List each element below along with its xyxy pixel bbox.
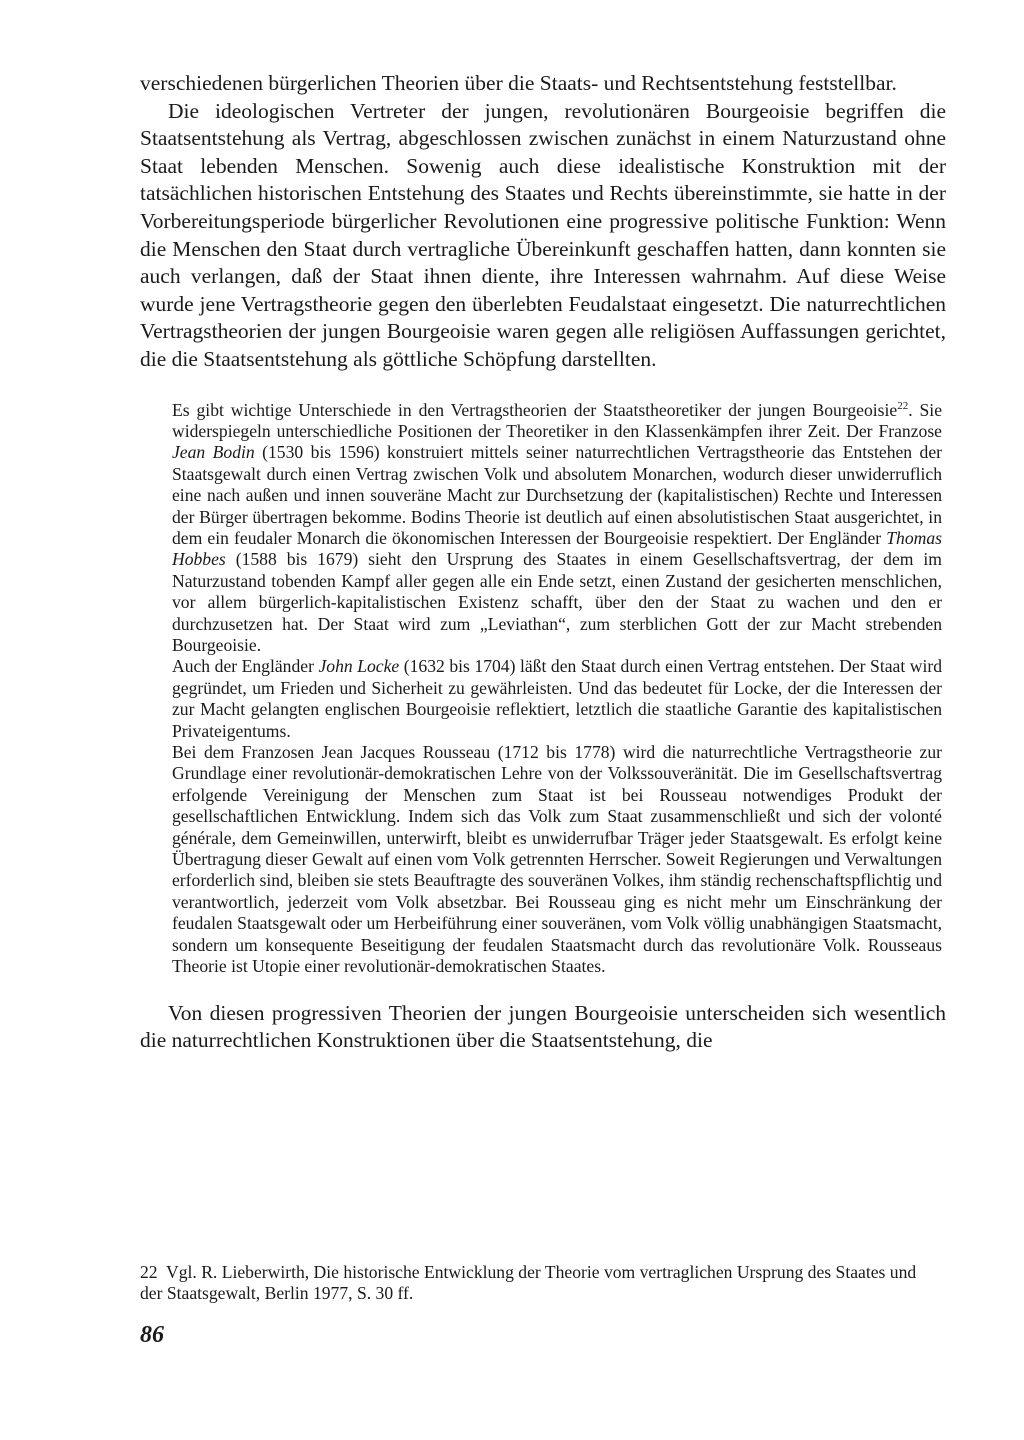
page-body — [140, 70, 946, 1055]
footnote-text: Vgl. R. Lieberwirth, Die historische Entwicklung der Theorie vom vertraglichen Ursprung des Staates und der Staatsgewalt, Berlin 1977, S. 30 ff. — [140, 1262, 917, 1304]
name-locke: John Locke — [318, 656, 400, 677]
paragraph-contract-theory: Die ideologischen Vertreter der jungen, revolutionären Bourgeoisie begriffen die Staatsentstehung als Vertrag, abgeschlossen zwischen zunächst in einem Naturzustand ohne Staat lebenden Menschen. Sowenig auch diese idealistische Konstruktion mit der tatsächlichen historischen Entstehung des Staates und Rechts übereinstimmte, sie hatte in der Vorbereitungsperiode bürgerlicher Revolutionen eine progressive politische Funktion: Wenn die Menschen den Staat durch vertragliche Übereinkunft geschaffen hatten, dann konnten sie auch verlangen, daß der Staat ihnen diente, ihre Interessen wahrnahm. Auf diese Weise wurde jene Vertragstheorie gegen den überlebten Feudalstaat eingesetzt. Die naturrechtlichen Vertragstheorien der jungen Bourgeoisie waren gegen alle religiösen Auffassungen gerichtet, die die Staatsentstehung als göttliche Schöpfung darstellten. — [140, 98, 946, 371]
excursus-bodin-hobbes: Es gibt wichtige Unterschiede in den Vertragstheorien der Staatstheoretiker der jungen Bourgeoisie$^{22}$. Sie widerspiegeln unterschiedliche Positionen der Theoretiker in den Klassenkämpfen ihrer Zeit. Der Franzose Jean Bodin (1530 bis 1596) konstruiert mittels seiner naturrechtlichen Vertragstheorie das Entstehen der Staatsgewalt durch einen Vertrag zwischen Volk und absolutem Monarchen, wodurch dieser unwiderruflich eine nach außen und innen souveräne Macht zur Durchsetzung der (kapitalistischen) Rechte und Interessen der Bürger übertragen bekomme. Bodins Theorie ist deutlich auf einen absolutistischen Staat ausgerichtet, in dem ein feudaler Monarch die ökonomischen Interessen der Bourgeoisie respektiert. Der Engländer Thomas Hobbes (1588 bis 1679) sieht den Ursprung des Staates in einem Gesellschaftsvertrag, der dem im Naturzustand tobenden Kampf aller gegen alle ein Ende setzt, einen Zustand der gesicherten menschlichen, vor allem bürgerlich-kapitalistischen Existenz schafft, über den der Staat zu wachen und den er durchzusetzen hat. Der Staat wird zum „Leviathan“, zum sterblichen Gott der zur Macht strebenden Bourgeoisie. — [172, 399, 942, 655]
footnote-ref: 22 — [897, 399, 909, 412]
name-hobbes: Thomas Hobbes — [172, 527, 942, 570]
excursus-block — [172, 400, 942, 978]
footnote-number: 22 — [140, 1262, 158, 1282]
excursus-rousseau: Bei dem Franzosen Jean Jacques Rousseau (1712 bis 1778) wird die naturrechtliche Vertragstheorie zur Grundlage einer revolutionär-demokratischen Lehre von der Volkssouveränität. Die im Gesellschaftsvertrag erfolgende Vereinigung der Menschen zum Staat ist bei Rousseau notwendiges Produkt der gesellschaftlichen Entwicklung. Indem sich das Volk zum Staat zusammenschließt und sich der volonté générale, dem Gemeinwillen, unterwirft, bleibt es unwiderrufbar Träger jeder Staatsgewalt. Es erfolgt keine Übertragung dieser Gewalt auf einen vom Volk getrennten Herrscher. Soweit Regierungen und Verwaltungen erforderlich sind, bleiben sie stets Beauftragte des souveränen Volkes, ihm ständig rechenschaftspflichtig und verantwortlich, jederzeit vom Volk absetzbar. Bei Rousseau ging es nicht mehr um Einschränkung der feudalen Staatsgewalt oder um Herbeiführung einer souveränen, vom Volk völlig unabhängigen Staatsmacht, sondern um konsequente Beseitigung der feudalen Staatsmacht durch das revolutionäre Volk. Rousseaus Theorie ist Utopie einer revolutionär-demokratischen Staates. — [172, 742, 942, 977]
footnote — [140, 1262, 940, 1305]
name-bodin: Jean Bodin — [172, 442, 255, 463]
paragraph-continuation: Von diesen progressiven Theorien der jungen Bourgeoisie unterscheiden sich wesentlich die naturrechtlichen Konstruktionen über die Staatsentstehung, die — [140, 1000, 946, 1053]
paragraph-intro: verschiedenen bürgerlichen Theorien über die Staats- und Rechtsentstehung feststellbar. — [140, 71, 897, 95]
excursus-locke: Auch der Engländer John Locke (1632 bis 1704) läßt den Staat durch einen Vertrag entstehen. Der Staat wird gegründet, um Frieden und Sicherheit zu gewährleisten. Und das bedeutet für Locke, der die Interessen der zur Macht gelangten englischen Bourgeoisie reflektiert, letztlich die staatliche Garantie des kapitalistischen Privateigentums. — [172, 656, 943, 741]
page-number: 86 — [140, 1322, 164, 1348]
